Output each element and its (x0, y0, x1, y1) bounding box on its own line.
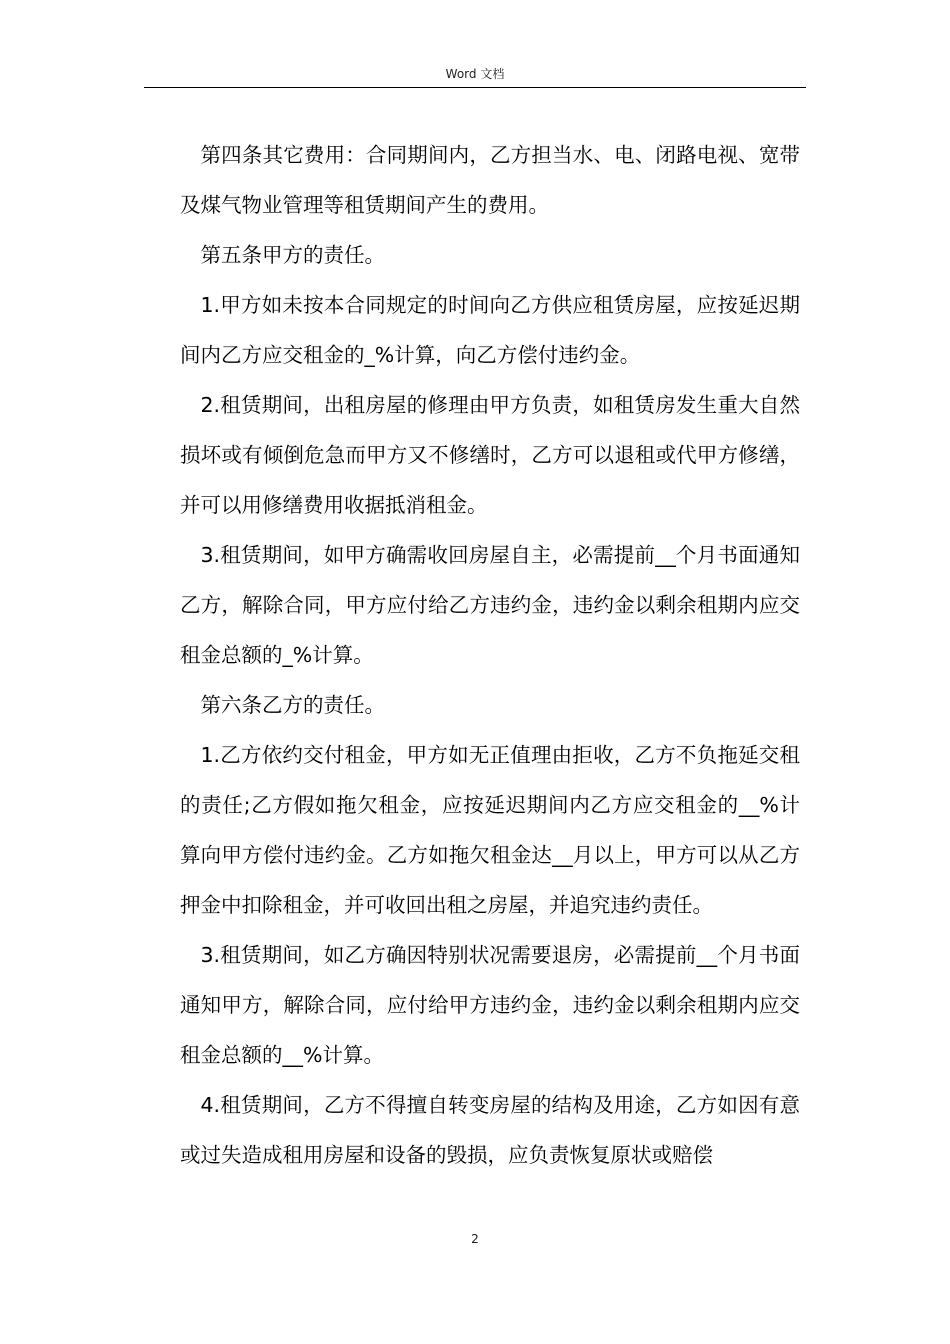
paragraph-article-4: 第四条其它费用：合同期间内，乙方担当水、电、闭路电视、宽带及煤气物业管理等租赁期间产生的费用。 (180, 143, 800, 217)
page-number: 2 (471, 1232, 479, 1246)
document-body (180, 130, 800, 1180)
header-divider (144, 87, 806, 88)
paragraph-article-5-item-2: 2.租赁期间，出租房屋的修理由甲方负责，如租赁房发生重大自然损坏或有倾倒危急而甲方又不修缮时，乙方可以退租或代甲方修缮，并可以用修缮费用收据抵消租金。 (180, 393, 800, 517)
paragraph-article-5-title: 第五条甲方的责任。 (200, 243, 385, 267)
paragraph-article-6-item-4: 4.租赁期间，乙方不得擅自转变房屋的结构及用途，乙方如因有意或过失造成租用房屋和设备的毁损，应负责恢复原状或赔偿 (180, 1093, 800, 1167)
paragraph-article-5-item-3: 3.租赁期间，如甲方确需收回房屋自主，必需提前__个月书面通知乙方，解除合同，甲方应付给乙方违约金，违约金以剩余租期内应交租金总额的_%计算。 (180, 543, 800, 667)
paragraph-article-6-title: 第六条乙方的责任。 (200, 693, 385, 717)
paragraph-article-6-item-1: 1.乙方依约交付租金，甲方如无正值理由拒收，乙方不负拖延交租的责任;乙方假如拖欠租金，应按延迟期间内乙方应交租金的__%计算向甲方偿付违约金。乙方如拖欠租金达__月以上，甲方可以从乙方押金中扣除租金，并可收回出租之房屋，并追究违约责任。 (180, 743, 800, 917)
page-header: Word 文档 (445, 67, 505, 81)
paragraph-article-5-item-1: 1.甲方如未按本合同规定的时间向乙方供应租赁房屋，应按延迟期间内乙方应交租金的_%计算，向乙方偿付违约金。 (180, 293, 800, 367)
paragraph-article-6-item-3: 3.租赁期间，如乙方确因特别状况需要退房，必需提前__个月书面通知甲方，解除合同，应付给甲方违约金，违约金以剩余租期内应交租金总额的__%计算。 (180, 943, 800, 1067)
